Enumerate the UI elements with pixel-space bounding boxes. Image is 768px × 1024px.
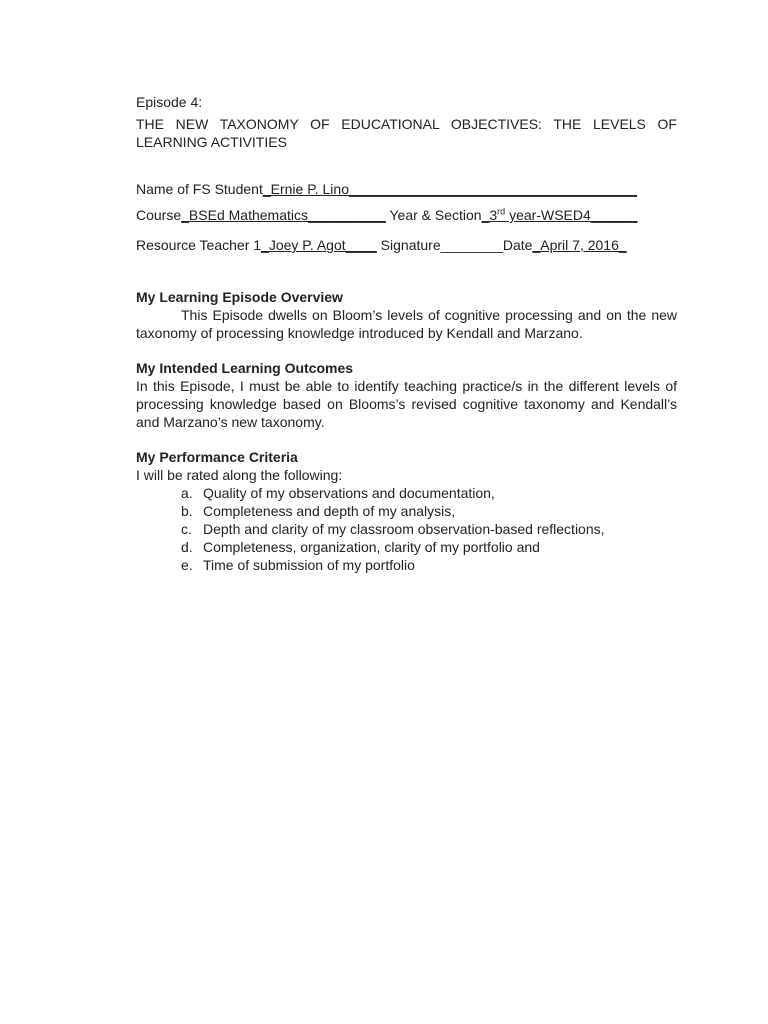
date-value: _April 7, 2016_ bbox=[532, 237, 627, 253]
overview-heading: My Learning Episode Overview bbox=[136, 289, 343, 305]
overview-text: This Episode dwells on Bloom’s levels of cognitive processing and on the new taxonomy of processing knowledge introduced by Kendall and Marzano. bbox=[136, 307, 677, 341]
resource-teacher-label: Resource Teacher 1 bbox=[136, 237, 262, 253]
document-content bbox=[136, 93, 677, 574]
criteria-intro: I will be rated along the following: bbox=[136, 467, 343, 483]
date-label: Date bbox=[502, 237, 533, 253]
list-item-text: Time of submission of my portfolio bbox=[203, 557, 415, 573]
signature-label: Signature________ bbox=[376, 237, 503, 253]
criteria-list bbox=[136, 484, 677, 574]
list-item-letter: e. bbox=[181, 557, 193, 573]
list-item bbox=[181, 556, 677, 574]
year-superscript: rd bbox=[497, 206, 506, 217]
list-item-text: Quality of my observations and documentation, bbox=[203, 485, 495, 501]
course-label: Course bbox=[136, 207, 182, 223]
course-value: _BSEd Mathematics__________ bbox=[181, 207, 386, 223]
list-item-letter: b. bbox=[181, 503, 193, 519]
year-suffix: year-WSED4______ bbox=[505, 207, 638, 223]
outcomes-heading: My Intended Learning Outcomes bbox=[136, 360, 354, 376]
list-item bbox=[181, 502, 677, 520]
criteria-heading: My Performance Criteria bbox=[136, 449, 298, 465]
list-item-text: Completeness and depth of my analysis, bbox=[203, 503, 456, 519]
resource-teacher-value: _Joey P. Agot____ bbox=[261, 237, 377, 253]
student-name-label: Name of FS Student bbox=[136, 181, 263, 197]
list-item-letter: a. bbox=[181, 485, 193, 501]
year-prefix: _3 bbox=[481, 207, 498, 223]
episode-label: Episode 4: bbox=[136, 94, 203, 110]
teacher-line bbox=[136, 236, 677, 254]
year-section-value bbox=[482, 207, 638, 223]
list-item-text: Depth and clarity of my classroom observation-based reflections, bbox=[203, 521, 605, 537]
list-item bbox=[181, 538, 677, 556]
course-line bbox=[136, 206, 677, 224]
student-name-value: _Ernie P. Lino_____________________________________ bbox=[262, 181, 638, 197]
list-item bbox=[181, 484, 677, 502]
outcomes-text: In this Episode, I must be able to identify teaching practice/s in the different levels of processing knowledge based on Blooms’s revised cognitive taxonomy and Kendall’s and Marzano’s new taxonomy. bbox=[136, 378, 677, 430]
list-item-letter: c. bbox=[181, 521, 192, 537]
list-item-letter: d. bbox=[181, 539, 193, 555]
document-title: THE NEW TAXONOMY OF EDUCATIONAL OBJECTIVES: THE LEVELS OF LEARNING ACTIVITIES bbox=[136, 116, 677, 150]
list-item bbox=[181, 520, 677, 538]
year-section-label: Year & Section bbox=[385, 207, 482, 223]
list-item-text: Completeness, organization, clarity of my portfolio and bbox=[203, 539, 540, 555]
student-name-line bbox=[136, 180, 677, 198]
